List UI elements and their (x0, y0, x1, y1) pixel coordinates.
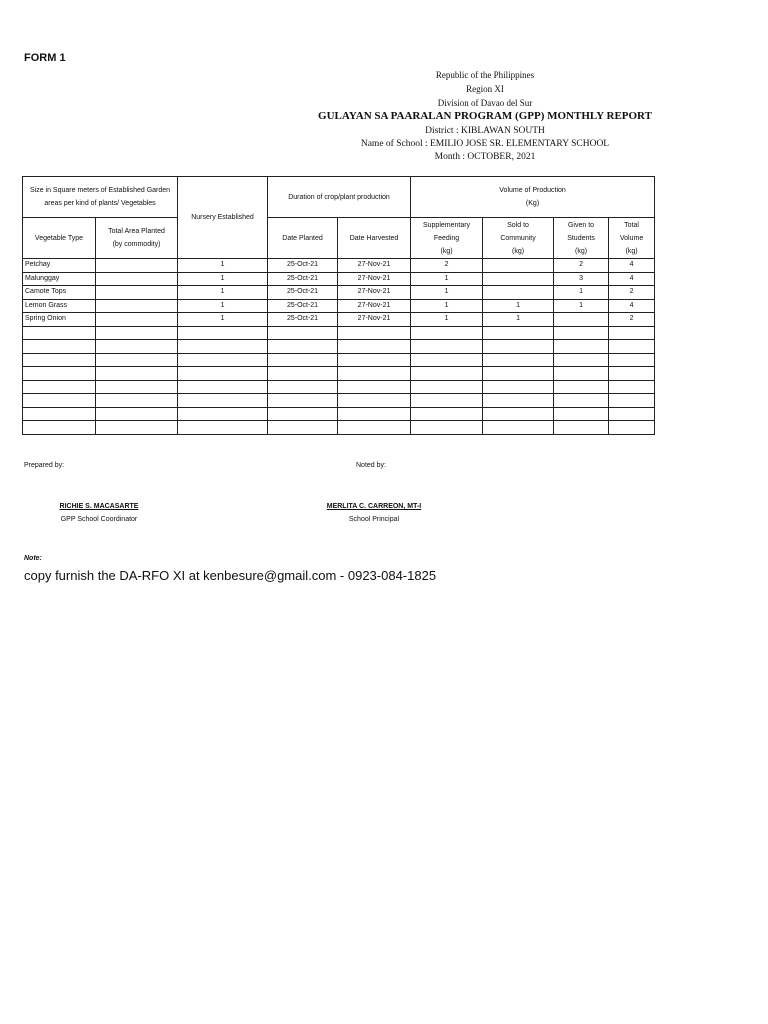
cell-harvested (338, 407, 411, 421)
note-label: Note: (24, 555, 42, 562)
cell-sold (483, 286, 554, 300)
cell-area (96, 340, 178, 354)
report-table-body (23, 259, 655, 435)
table-row (23, 286, 655, 300)
table-row (23, 380, 655, 394)
header-total-area-line1: Total Area Planted (108, 228, 165, 235)
cell-total (609, 407, 655, 421)
cell-nursery (178, 407, 268, 421)
cell-vegetable: Petchay (23, 259, 96, 273)
header-sold-line3: (kg) (511, 247, 525, 255)
cell-sold (483, 340, 554, 354)
cell-planted (268, 407, 338, 421)
table-row (23, 272, 655, 286)
cell-harvested: 27-Nov-21 (338, 313, 411, 327)
cell-area (96, 353, 178, 367)
cell-given (554, 394, 609, 408)
cell-harvested (338, 421, 411, 435)
cell-sold (483, 353, 554, 367)
cell-harvested: 27-Nov-21 (338, 299, 411, 313)
cell-nursery: 1 (178, 286, 268, 300)
table-row (23, 340, 655, 354)
cell-harvested: 27-Nov-21 (338, 286, 411, 300)
header-volume-line2: (Kg) (525, 200, 540, 207)
cell-nursery: 1 (178, 313, 268, 327)
cell-given (554, 367, 609, 381)
cell-given (554, 407, 609, 421)
cell-planted: 25-Oct-21 (268, 286, 338, 300)
cell-sold (483, 421, 554, 435)
header-size-group: Size in Square meters of Established Garden areas per kind of plants/ Vegetables (23, 177, 178, 218)
header-supplementary-line2: Feeding (433, 234, 460, 242)
cell-total (609, 380, 655, 394)
table-row (23, 407, 655, 421)
cell-area (96, 394, 178, 408)
cell-area (96, 407, 178, 421)
header-date-harvested: Date Harvested (338, 218, 411, 259)
cell-sold: 1 (483, 313, 554, 327)
header-nursery: Nursery Established (178, 177, 268, 259)
table-row (23, 299, 655, 313)
cell-given (554, 313, 609, 327)
cell-total: 2 (609, 313, 655, 327)
noted-by-label: Noted by: (356, 462, 386, 469)
cell-planted: 25-Oct-21 (268, 313, 338, 327)
cell-harvested (338, 394, 411, 408)
header-volume-line1: Volume of Production (499, 187, 566, 194)
cell-total (609, 353, 655, 367)
table-row (23, 313, 655, 327)
header-region: Region XI (466, 84, 504, 94)
cell-vegetable (23, 407, 96, 421)
cell-vegetable (23, 340, 96, 354)
cell-total: 4 (609, 259, 655, 273)
cell-area (96, 272, 178, 286)
table-row (23, 326, 655, 340)
cell-vegetable (23, 326, 96, 340)
cell-area (96, 286, 178, 300)
header-sold-line1: Sold to (507, 221, 529, 229)
cell-nursery (178, 380, 268, 394)
cell-supplementary (411, 353, 483, 367)
cell-supplementary (411, 421, 483, 435)
cell-harvested (338, 380, 411, 394)
header-division: Division of Davao del Sur (437, 98, 533, 108)
cell-supplementary (411, 407, 483, 421)
cell-nursery (178, 367, 268, 381)
cell-area (96, 299, 178, 313)
cell-planted: 25-Oct-21 (268, 259, 338, 273)
header-sold-line2: Community (500, 234, 536, 242)
cell-sold (483, 272, 554, 286)
cell-vegetable: Lemon Grass (23, 299, 96, 313)
cell-supplementary (411, 340, 483, 354)
cell-total (609, 421, 655, 435)
cell-given: 1 (554, 299, 609, 313)
header-total-area-line2: (by commodity) (112, 241, 161, 248)
header-total-line1: Total (624, 221, 639, 229)
cell-given: 3 (554, 272, 609, 286)
header-given-line2: Students (567, 234, 595, 242)
cell-given (554, 380, 609, 394)
header-given (554, 218, 609, 259)
prepared-by-title: GPP School Coordinator (60, 516, 138, 523)
header-total (609, 218, 655, 259)
cell-vegetable: Camote Tops (23, 286, 96, 300)
cell-nursery: 1 (178, 259, 268, 273)
cell-supplementary: 2 (411, 259, 483, 273)
cell-planted: 25-Oct-21 (268, 299, 338, 313)
cell-sold (483, 407, 554, 421)
cell-total (609, 367, 655, 381)
cell-given: 1 (554, 286, 609, 300)
cell-total (609, 326, 655, 340)
cell-total (609, 340, 655, 354)
cell-harvested: 27-Nov-21 (338, 259, 411, 273)
table-row (23, 421, 655, 435)
header-supplementary-line1: Supplementary (422, 221, 471, 229)
cell-given (554, 340, 609, 354)
cell-total: 4 (609, 272, 655, 286)
monthly-report-table (22, 176, 655, 435)
prepared-by-name: RICHIE S. MACASARTE (59, 503, 139, 510)
cell-area (96, 313, 178, 327)
cell-nursery: 1 (178, 299, 268, 313)
cell-total (609, 394, 655, 408)
cell-nursery (178, 353, 268, 367)
cell-area (96, 380, 178, 394)
cell-total: 2 (609, 286, 655, 300)
report-title: GULAYAN SA PAARALAN PROGRAM (GPP) MONTHLY REPORT (318, 110, 652, 122)
cell-harvested: 27-Nov-21 (338, 272, 411, 286)
cell-vegetable: Malunggay (23, 272, 96, 286)
table-row (23, 353, 655, 367)
cell-harvested (338, 367, 411, 381)
cell-planted: 25-Oct-21 (268, 272, 338, 286)
cell-area (96, 259, 178, 273)
cell-vegetable: Spring Onion (23, 313, 96, 327)
header-total-line3: (kg) (625, 247, 638, 255)
cell-area (96, 326, 178, 340)
header-total-area (96, 218, 178, 259)
header-republic: Republic of the Philippines (435, 70, 535, 80)
cell-sold (483, 259, 554, 273)
cell-supplementary: 1 (411, 299, 483, 313)
cell-sold: 1 (483, 299, 554, 313)
table-row (23, 394, 655, 408)
cell-area (96, 421, 178, 435)
cell-planted (268, 367, 338, 381)
header-duration-group: Duration of crop/plant production (268, 177, 411, 218)
cell-harvested (338, 353, 411, 367)
header-supplementary-line3: (kg) (440, 247, 453, 255)
header-sold (483, 218, 554, 259)
header-school: Name of School : EMILIO JOSE SR. ELEMENTARY SCHOOL (360, 139, 610, 149)
form-label: FORM 1 (24, 52, 66, 64)
noted-by-title: School Principal (348, 516, 400, 523)
cell-total: 4 (609, 299, 655, 313)
header-volume-group (411, 177, 655, 218)
cell-planted (268, 421, 338, 435)
header-total-line2: Volume (619, 234, 644, 242)
cell-supplementary (411, 380, 483, 394)
cell-given (554, 326, 609, 340)
cell-given (554, 353, 609, 367)
cell-given: 2 (554, 259, 609, 273)
header-month: Month : OCTOBER, 2021 (434, 152, 536, 162)
cell-vegetable (23, 394, 96, 408)
cell-sold (483, 367, 554, 381)
cell-planted (268, 380, 338, 394)
cell-nursery (178, 394, 268, 408)
cell-planted (268, 394, 338, 408)
cell-given (554, 421, 609, 435)
cell-supplementary: 1 (411, 286, 483, 300)
header-given-line3: (kg) (574, 247, 588, 255)
cell-planted (268, 326, 338, 340)
cell-sold (483, 326, 554, 340)
table-row (23, 367, 655, 381)
note-text: copy furnish the DA-RFO XI at kenbesure@gmail.com - 0923-084-1825 (24, 568, 437, 583)
header-given-line1: Given to (567, 221, 595, 229)
cell-sold (483, 394, 554, 408)
cell-supplementary (411, 326, 483, 340)
cell-vegetable (23, 380, 96, 394)
cell-planted (268, 340, 338, 354)
cell-harvested (338, 340, 411, 354)
cell-harvested (338, 326, 411, 340)
header-supplementary (411, 218, 483, 259)
cell-nursery (178, 326, 268, 340)
cell-nursery (178, 421, 268, 435)
cell-vegetable (23, 367, 96, 381)
cell-planted (268, 353, 338, 367)
table-row (23, 259, 655, 273)
header-vegetable-type: Vegetable Type (23, 218, 96, 259)
header-date-planted: Date Planted (268, 218, 338, 259)
cell-supplementary (411, 394, 483, 408)
cell-supplementary (411, 367, 483, 381)
cell-nursery (178, 340, 268, 354)
cell-area (96, 367, 178, 381)
cell-nursery: 1 (178, 272, 268, 286)
prepared-by-label: Prepared by: (24, 462, 65, 469)
header-district: District : KIBLAWAN SOUTH (425, 126, 545, 136)
cell-vegetable (23, 353, 96, 367)
cell-sold (483, 380, 554, 394)
cell-supplementary: 1 (411, 313, 483, 327)
noted-by-name: MERLITA C. CARREON, MT-I (326, 503, 422, 510)
cell-vegetable (23, 421, 96, 435)
cell-supplementary: 1 (411, 272, 483, 286)
